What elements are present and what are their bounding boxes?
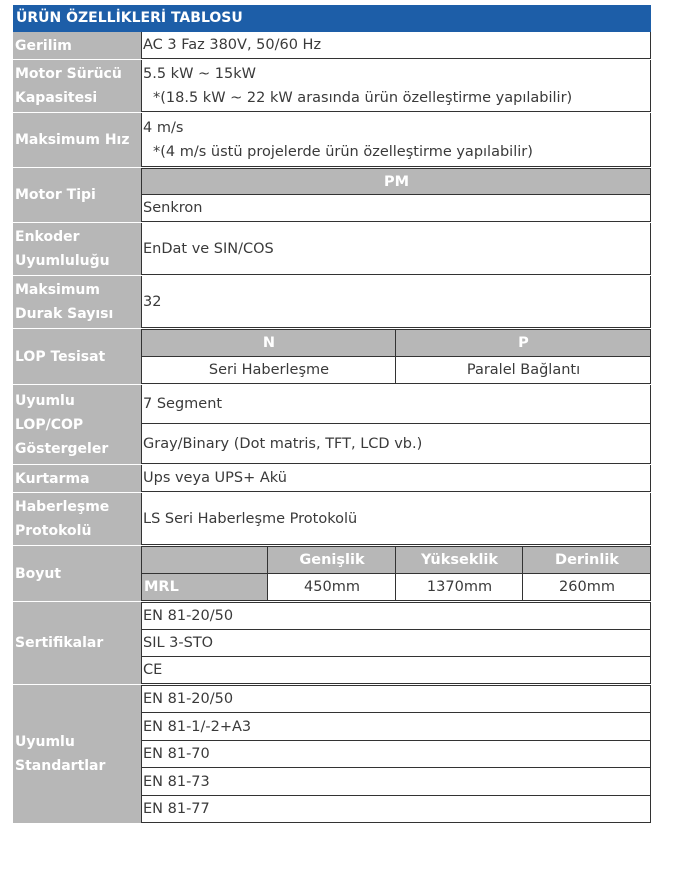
- row-label: LOP Tesisat: [13, 329, 141, 384]
- row-boyut: [13, 545, 651, 601]
- row-note: *(4 m/s üstü projelerde ürün özelleştirme yapılabilir): [153, 143, 533, 160]
- column-header-p: P: [396, 329, 651, 357]
- row-label: Motor Tipi: [13, 168, 141, 222]
- row-value: 32: [141, 276, 651, 328]
- row-label: Maksimum Durak Sayısı: [13, 276, 141, 328]
- row-value: 5.5 kW ~ 15kW *(18.5 kW ~ 22 kW arasında ürün özelleştirme yapılabilir): [141, 60, 651, 112]
- row-label: Uyumlu LOP/COP Göstergeler: [13, 385, 141, 464]
- row-value: 7 Segment: [141, 385, 651, 424]
- row-label: Sertifikalar: [13, 602, 141, 684]
- row-lop: [13, 328, 651, 384]
- row-gerilim: [13, 32, 651, 59]
- row-label: Motor Sürücü Kapasitesi: [13, 60, 141, 112]
- row-value: AC 3 Faz 380V, 50/60 Hz: [141, 32, 651, 59]
- row-motor-kapasite: [13, 59, 651, 112]
- row-protokol: [13, 492, 651, 545]
- row-label: Uyumlu Standartlar: [13, 685, 141, 823]
- table-title: ÜRÜN ÖZELLİKLERİ TABLOSU: [13, 5, 651, 32]
- row-label: Boyut: [13, 546, 141, 601]
- list-item: EN 81-1/-2+A3: [141, 713, 651, 741]
- row-value: 4 m/s *(4 m/s üstü projelerde ürün özelleştirme yapılabilir): [141, 113, 651, 167]
- value-n: Seri Haberleşme: [141, 357, 396, 384]
- column-header-yukseklik: Yükseklik: [396, 546, 523, 574]
- column-header: PM: [141, 168, 651, 195]
- row-value: LS Seri Haberleşme Protokolü: [141, 493, 651, 545]
- row-label: Kurtarma: [13, 465, 141, 492]
- list-item: EN 81-20/50: [141, 685, 651, 713]
- row-note: *(18.5 kW ~ 22 kW arasında ürün özelleştirme yapılabilir): [153, 89, 573, 106]
- row-standartlar: [13, 684, 651, 823]
- row-label: Maksimum Hız: [13, 113, 141, 167]
- value-p: Paralel Bağlantı: [396, 357, 651, 384]
- list-item: EN 81-20/50: [141, 602, 651, 630]
- list-item: EN 81-77: [141, 796, 651, 823]
- row-header-mrl: MRL: [141, 574, 268, 601]
- column-header-genislik: Genişlik: [268, 546, 396, 574]
- row-value: EnDat ve SIN/COS: [141, 223, 651, 275]
- row-gostergeler: [13, 384, 651, 464]
- list-item: CE: [141, 657, 651, 684]
- row-value: Senkron: [141, 195, 651, 222]
- list-item: SIL 3-STO: [141, 630, 651, 657]
- row-label: Haberleşme Protokolü: [13, 493, 141, 545]
- value-genislik: 450mm: [268, 574, 396, 601]
- column-header-derinlik: Derinlik: [523, 546, 651, 574]
- row-enkoder: [13, 222, 651, 275]
- value-derinlik: 260mm: [523, 574, 651, 601]
- list-item: EN 81-70: [141, 741, 651, 768]
- row-label: Gerilim: [13, 32, 141, 59]
- row-sertifikalar: [13, 601, 651, 684]
- column-header-empty: [141, 546, 268, 574]
- row-motor-tipi: [13, 167, 651, 222]
- row-maks-hiz: [13, 112, 651, 167]
- value-yukseklik: 1370mm: [396, 574, 523, 601]
- row-label: Enkoder Uyumluluğu: [13, 223, 141, 275]
- row-durak: [13, 275, 651, 328]
- row-value: Ups veya UPS+ Akü: [141, 465, 651, 492]
- row-kurtarma: [13, 464, 651, 492]
- row-value: Gray/Binary (Dot matris, TFT, LCD vb.): [141, 424, 651, 464]
- column-header-n: N: [141, 329, 396, 357]
- list-item: EN 81-73: [141, 768, 651, 796]
- spec-table: [13, 5, 651, 823]
